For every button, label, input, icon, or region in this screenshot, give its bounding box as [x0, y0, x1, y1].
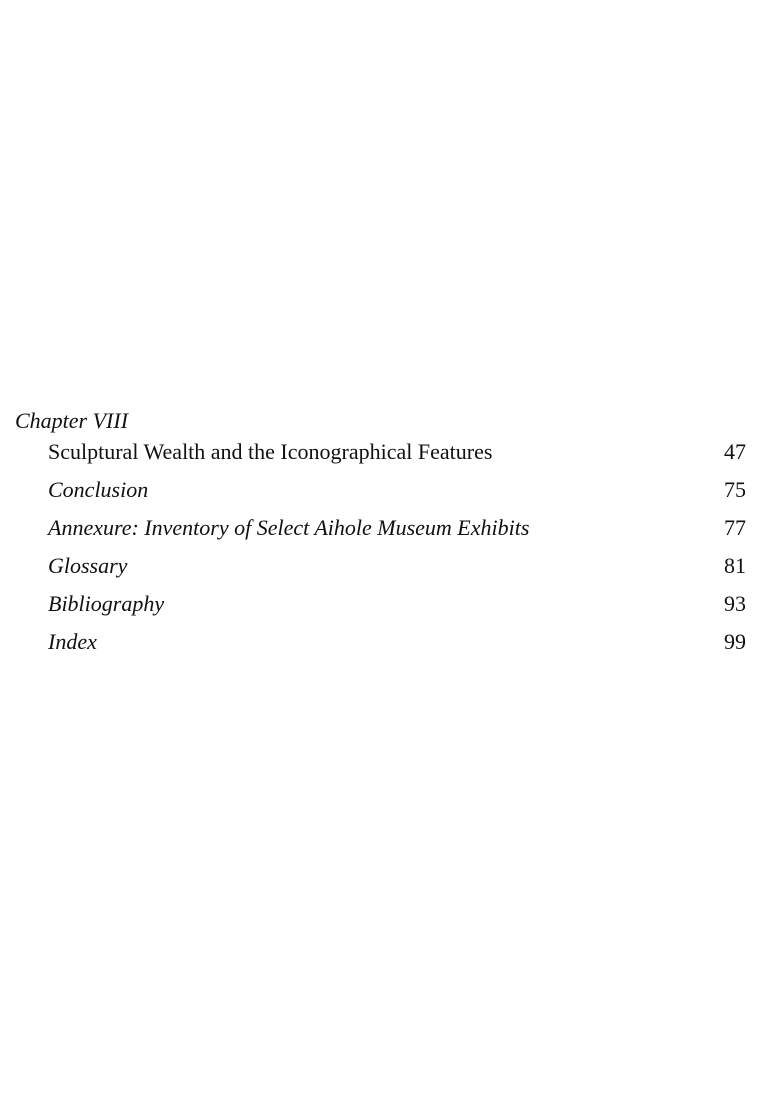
toc-entry-title: Bibliography [48, 591, 165, 616]
toc-entry-page-number: 93 [724, 591, 746, 616]
chapter-heading: Chapter VIII [15, 408, 129, 433]
toc-entry-page-number: 81 [724, 553, 746, 578]
toc-entry-page-number: 47 [724, 439, 746, 464]
toc-entry-annexure[interactable] [48, 513, 748, 543]
toc-entry-title: Glossary [48, 553, 128, 578]
toc-entry-title: Annexure: Inventory of Select Aihole Museum Exhibits [48, 515, 530, 540]
toc-entry-title: Index [48, 629, 97, 654]
toc-entry-conclusion[interactable] [48, 475, 748, 505]
toc-entry-sculptural-wealth[interactable] [48, 437, 748, 467]
toc-entry-title: Conclusion [48, 477, 149, 502]
toc-entry-page-number: 99 [724, 629, 746, 654]
toc-entry-bibliography[interactable] [48, 589, 748, 619]
toc-entry-title: Sculptural Wealth and the Iconographical Features [48, 439, 493, 464]
toc-entry-index[interactable] [48, 627, 748, 657]
toc-entry-page-number: 77 [724, 515, 746, 540]
toc-entry-glossary[interactable] [48, 551, 748, 581]
toc-entry-page-number: 75 [724, 477, 746, 502]
